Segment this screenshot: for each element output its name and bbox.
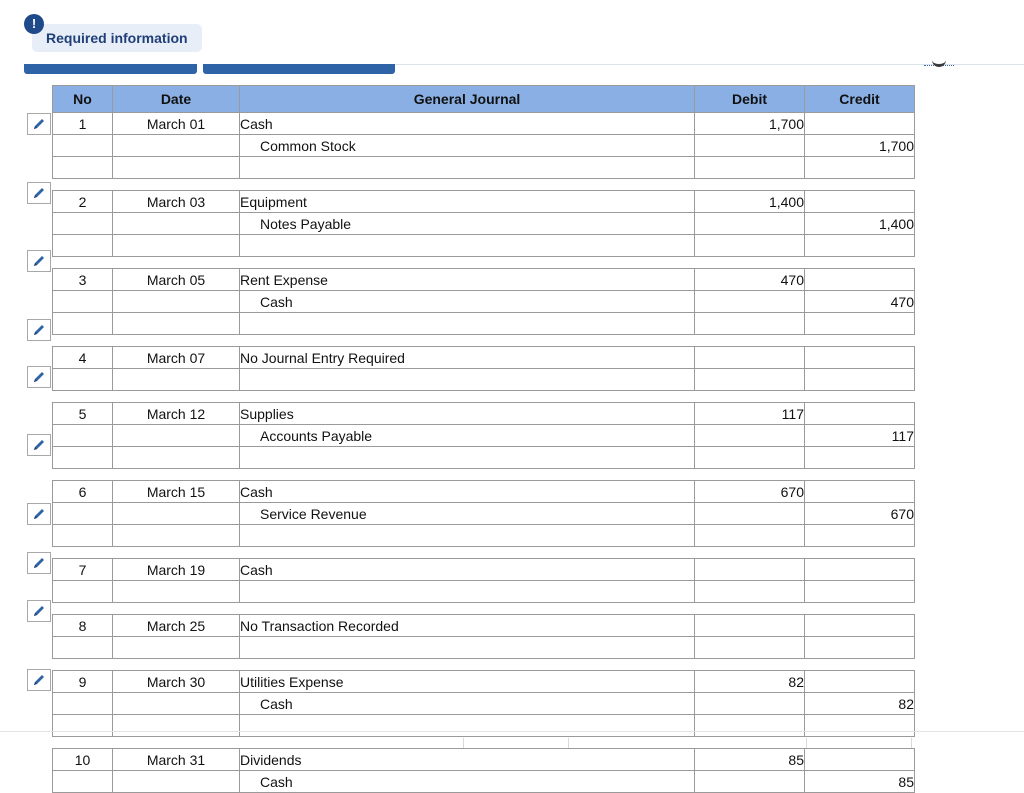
debit-amount[interactable]	[695, 157, 805, 179]
spacer-cell	[53, 547, 915, 559]
account-line[interactable]	[240, 447, 695, 469]
entry-date	[113, 525, 240, 547]
credit-amount[interactable]	[805, 157, 915, 179]
entry-number	[53, 715, 113, 737]
column-header-date: Date	[113, 86, 240, 113]
credit-account[interactable]	[240, 581, 695, 603]
credit-account[interactable]: Cash	[240, 771, 695, 793]
tab-required-2[interactable]	[203, 64, 395, 74]
spacer-cell	[53, 179, 915, 191]
debit-amount[interactable]	[695, 135, 805, 157]
journal-row	[53, 113, 915, 135]
pencil-icon	[31, 672, 47, 688]
journal-row	[53, 559, 915, 581]
credit-account[interactable]: Cash	[240, 291, 695, 313]
credit-account[interactable]: Service Revenue	[240, 503, 695, 525]
entry-number: 2	[53, 191, 113, 213]
pencil-icon	[31, 555, 47, 571]
debit-amount[interactable]: 117	[695, 403, 805, 425]
entry-date	[113, 771, 240, 793]
journal-row	[53, 157, 915, 179]
journal-row	[53, 715, 915, 737]
account-line[interactable]	[240, 313, 695, 335]
entry-date	[113, 637, 240, 659]
footer-tick	[911, 738, 912, 748]
debit-amount[interactable]: 82	[695, 671, 805, 693]
spacer-cell	[53, 737, 915, 749]
general-journal-table	[52, 85, 915, 793]
footer-tick	[568, 738, 569, 748]
debit-amount[interactable]: 85	[695, 749, 805, 771]
credit-account[interactable]: Notes Payable	[240, 213, 695, 235]
credit-account[interactable]: Accounts Payable	[240, 425, 695, 447]
debit-account[interactable]: Rent Expense	[240, 269, 695, 291]
debit-account[interactable]: Cash	[240, 559, 695, 581]
journal-row	[53, 347, 915, 369]
credit-amount[interactable]	[805, 369, 915, 391]
journal-row	[53, 615, 915, 637]
footer-divider	[0, 731, 1024, 732]
edit-entry-button[interactable]	[27, 434, 51, 456]
entry-date: March 05	[113, 269, 240, 291]
credit-amount[interactable]	[805, 191, 915, 213]
entry-spacer	[53, 335, 915, 347]
entry-number	[53, 313, 113, 335]
entry-number	[53, 525, 113, 547]
entry-number	[53, 157, 113, 179]
column-header-debit: Debit	[695, 86, 805, 113]
pencil-icon	[31, 369, 47, 385]
spacer-cell	[53, 391, 915, 403]
debit-account[interactable]: Dividends	[240, 749, 695, 771]
debit-account[interactable]: No Journal Entry Required	[240, 347, 695, 369]
entry-date	[113, 715, 240, 737]
journal-row	[53, 749, 915, 771]
entry-date	[113, 135, 240, 157]
debit-account[interactable]: Utilities Expense	[240, 671, 695, 693]
credit-amount[interactable]	[805, 525, 915, 547]
credit-amount[interactable]: 1,400	[805, 213, 915, 235]
debit-amount[interactable]	[695, 581, 805, 603]
entry-date	[113, 291, 240, 313]
edit-entry-button[interactable]	[27, 113, 51, 135]
debit-amount[interactable]: 470	[695, 269, 805, 291]
edit-entry-button[interactable]	[27, 552, 51, 574]
entry-spacer	[53, 659, 915, 671]
entry-date: March 19	[113, 559, 240, 581]
edit-entry-button[interactable]	[27, 600, 51, 622]
credit-amount[interactable]	[805, 481, 915, 503]
entry-spacer	[53, 737, 915, 749]
credit-amount[interactable]	[805, 447, 915, 469]
credit-amount[interactable]	[805, 615, 915, 637]
entry-number	[53, 771, 113, 793]
edit-entry-button[interactable]	[27, 319, 51, 341]
credit-amount[interactable]: 117	[805, 425, 915, 447]
credit-amount[interactable]	[805, 749, 915, 771]
journal-row	[53, 671, 915, 693]
entry-date	[113, 693, 240, 715]
column-header-general-journal: General Journal	[240, 86, 695, 113]
debit-amount[interactable]	[695, 369, 805, 391]
pencil-icon	[31, 185, 47, 201]
credit-amount[interactable]	[805, 671, 915, 693]
journal-row	[53, 135, 915, 157]
credit-amount[interactable]	[805, 269, 915, 291]
pencil-icon	[31, 506, 47, 522]
entry-number	[53, 503, 113, 525]
entry-number: 10	[53, 749, 113, 771]
entry-date: March 25	[113, 615, 240, 637]
entry-number	[53, 425, 113, 447]
entry-number: 8	[53, 615, 113, 637]
footer-tick	[806, 738, 807, 748]
journal-row	[53, 637, 915, 659]
debit-amount[interactable]	[695, 291, 805, 313]
entry-number	[53, 637, 113, 659]
spacer-cell	[53, 335, 915, 347]
debit-amount[interactable]	[695, 503, 805, 525]
alert-icon: !	[24, 14, 44, 34]
journal-row	[53, 581, 915, 603]
entry-date: March 15	[113, 481, 240, 503]
journal-row	[53, 191, 915, 213]
entry-number	[53, 291, 113, 313]
spacer-cell	[53, 659, 915, 671]
entry-date: March 30	[113, 671, 240, 693]
account-line[interactable]	[240, 157, 695, 179]
credit-amount[interactable]	[805, 581, 915, 603]
entry-spacer	[53, 257, 915, 269]
journal-row	[53, 693, 915, 715]
account-line[interactable]	[240, 235, 695, 257]
credit-amount[interactable]: 85	[805, 771, 915, 793]
debit-amount[interactable]: 1,400	[695, 191, 805, 213]
entry-date: March 31	[113, 749, 240, 771]
debit-amount[interactable]: 1,700	[695, 113, 805, 135]
entry-number	[53, 135, 113, 157]
debit-amount[interactable]	[695, 525, 805, 547]
debit-amount[interactable]	[695, 771, 805, 793]
entry-date	[113, 425, 240, 447]
spacer-cell	[53, 603, 915, 615]
edit-entry-button[interactable]	[27, 669, 51, 691]
spacer-cell	[53, 469, 915, 481]
debit-account[interactable]: Cash	[240, 481, 695, 503]
debit-amount[interactable]	[695, 313, 805, 335]
credit-amount[interactable]	[805, 347, 915, 369]
credit-account[interactable]: Cash	[240, 693, 695, 715]
edit-entry-button[interactable]	[27, 250, 51, 272]
pencil-icon	[31, 603, 47, 619]
entry-number	[53, 447, 113, 469]
journal-row	[53, 525, 915, 547]
credit-amount[interactable]	[805, 313, 915, 335]
journal-row	[53, 269, 915, 291]
required-information-button[interactable]: Required information	[32, 24, 202, 52]
debit-amount[interactable]	[695, 235, 805, 257]
debit-account[interactable]: Supplies	[240, 403, 695, 425]
entry-number	[53, 581, 113, 603]
entry-date	[113, 157, 240, 179]
entry-date	[113, 581, 240, 603]
credit-account[interactable]	[240, 637, 695, 659]
entry-number: 3	[53, 269, 113, 291]
edit-entry-button[interactable]	[27, 366, 51, 388]
pencil-icon	[31, 253, 47, 269]
debit-account[interactable]: Cash	[240, 113, 695, 135]
journal-row	[53, 213, 915, 235]
entry-number	[53, 235, 113, 257]
entry-number	[53, 213, 113, 235]
debit-amount[interactable]	[695, 615, 805, 637]
journal-row	[53, 771, 915, 793]
debit-amount[interactable]	[695, 559, 805, 581]
edit-entry-button[interactable]	[27, 503, 51, 525]
credit-amount[interactable]	[805, 637, 915, 659]
entry-date	[113, 213, 240, 235]
journal-row	[53, 425, 915, 447]
entry-spacer	[53, 603, 915, 615]
entry-number: 5	[53, 403, 113, 425]
credit-amount[interactable]: 82	[805, 693, 915, 715]
entry-date	[113, 235, 240, 257]
debit-account[interactable]: No Transaction Recorded	[240, 615, 695, 637]
edit-entry-button[interactable]	[27, 182, 51, 204]
journal-row	[53, 447, 915, 469]
debit-amount[interactable]	[695, 425, 805, 447]
debit-amount[interactable]	[695, 213, 805, 235]
debit-amount[interactable]	[695, 715, 805, 737]
pencil-icon	[31, 437, 47, 453]
journal-row	[53, 369, 915, 391]
debit-amount[interactable]	[695, 447, 805, 469]
debit-amount[interactable]	[695, 347, 805, 369]
entry-number	[53, 693, 113, 715]
tab-required-1[interactable]	[24, 64, 197, 74]
credit-amount[interactable]: 1,700	[805, 135, 915, 157]
entry-number	[53, 369, 113, 391]
debit-amount[interactable]	[695, 637, 805, 659]
pencil-icon	[31, 322, 47, 338]
entry-number: 1	[53, 113, 113, 135]
footer-tick	[463, 738, 464, 748]
debit-amount[interactable]	[695, 693, 805, 715]
credit-amount[interactable]	[805, 113, 915, 135]
entry-date: March 03	[113, 191, 240, 213]
entry-date	[113, 447, 240, 469]
credit-amount[interactable]	[805, 559, 915, 581]
credit-amount[interactable]	[805, 403, 915, 425]
credit-amount[interactable]	[805, 715, 915, 737]
entry-number: 7	[53, 559, 113, 581]
entry-number: 9	[53, 671, 113, 693]
entry-spacer	[53, 547, 915, 559]
credit-account[interactable]: Common Stock	[240, 135, 695, 157]
debit-amount[interactable]: 670	[695, 481, 805, 503]
entry-spacer	[53, 469, 915, 481]
entry-date	[113, 503, 240, 525]
debit-account[interactable]: Equipment	[240, 191, 695, 213]
entry-number: 6	[53, 481, 113, 503]
entry-date	[113, 369, 240, 391]
journal-row	[53, 503, 915, 525]
account-line[interactable]	[240, 715, 695, 737]
spacer-cell	[53, 257, 915, 269]
pencil-icon	[31, 116, 47, 132]
credit-amount[interactable]: 470	[805, 291, 915, 313]
entry-date: March 12	[113, 403, 240, 425]
journal-row	[53, 403, 915, 425]
credit-amount[interactable]: 670	[805, 503, 915, 525]
entry-spacer	[53, 179, 915, 191]
journal-header-row	[53, 86, 915, 113]
entry-number: 4	[53, 347, 113, 369]
entry-spacer	[53, 391, 915, 403]
credit-account[interactable]	[240, 369, 695, 391]
account-line[interactable]	[240, 525, 695, 547]
entry-date: March 07	[113, 347, 240, 369]
entry-date	[113, 313, 240, 335]
column-header-no: No	[53, 86, 113, 113]
journal-row	[53, 291, 915, 313]
tab-bar	[24, 64, 1024, 76]
entry-date: March 01	[113, 113, 240, 135]
journal-row	[53, 481, 915, 503]
journal-row	[53, 235, 915, 257]
credit-amount[interactable]	[805, 235, 915, 257]
journal-row	[53, 313, 915, 335]
column-header-credit: Credit	[805, 86, 915, 113]
